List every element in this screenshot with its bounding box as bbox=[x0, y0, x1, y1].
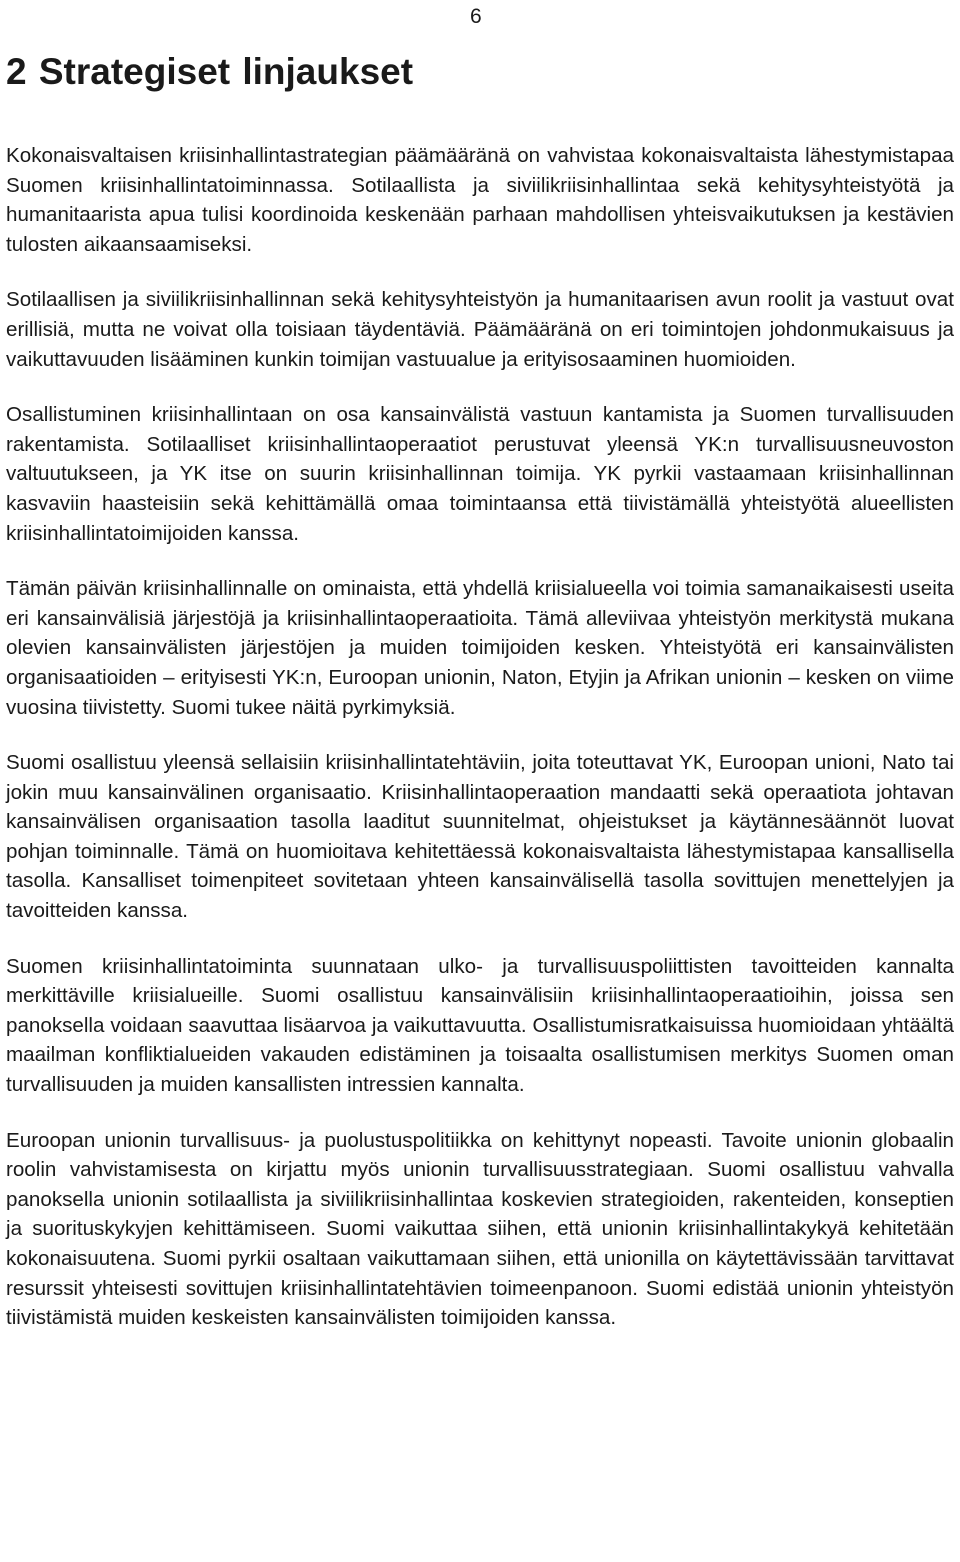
paragraph: Osallistuminen kriisinhallintaan on osa kansainvälistä vastuun kantamista ja Suomen turvallisuuden rakentamista. Sotilaalliset kriisinhallintaoperaatiot perustuvat yleensä YK:n turvallisuusneuvoston valtuutukseen, ja YK itse on suurin kriisinhallinnan toimija. YK pyrkii vastaamaan kriisinhallinnan kasvaviin haasteisiin sekä kehittämällä omaa toimintaansa että tiivistämällä yhteistyötä alueellisten kriisinhallintatoimijoiden kanssa. bbox=[6, 403, 954, 545]
paragraph: Tämän päivän kriisinhallinnalle on ominaista, että yhdellä kriisialueella voi toimia samanaikaisesti useita eri kansainvälisiä järjestöjä ja kriisinhallintaoperaatioita. Tämä alleviivaa yhteistyön merkitystä mukana olevien kansainvälisten järjestöjen ja muiden toimijoiden kesken. Yhteistyötä eri kansainvälisten organisaatioiden – erityisesti YK:n, Euroopan unionin, Naton, Etyjin ja Afrikan unionin – kesken on viime vuosina tiivistetty. Suomi tukee näitä pyrkimyksiä. bbox=[6, 577, 954, 719]
paragraph: Suomen kriisinhallintatoiminta suunnataan ulko- ja turvallisuuspoliittisten tavoitteiden kannalta merkittäville kriisialueille. Suomi osallistuu kansainvälisiin kriisinhallintaoperaatioihin, joissa sen panoksella voidaan saavuttaa lisäarvoa ja vaikuttavuutta. Osallistumisratkaisuissa huomioidaan yhtäältä maailman konfliktialueiden vakauden edistäminen ja toisaalta osallistumisen merkitys Suomen oman turvallisuuden ja muiden kansallisten intressien kannalta. bbox=[6, 954, 954, 1097]
page-number: 6 bbox=[470, 5, 482, 28]
paragraph: Euroopan unionin turvallisuus- ja puolustuspolitiikka on kehittynyt nopeasti. Tavoite unionin globaalin roolin vahvistamisesta on kirjattu myös unionin turvallisuusstrategiaan. Suomi osallistuu vahvalla panoksella unionin sotilaallista ja siviilikriisinhallintaa koskevien strategioiden, rakenteiden, konseptien ja suorituskykyjen kehittämiseen. Suomi vaikuttaa siihen, että unionin kriisinhallintakykyä kehitetään kokonaisuutena. Suomi pyrkii osaltaan vaikuttamaan siihen, että unionilla on käytettävissään tarvittavat resurssit yhteisesti sovittujen kriisinhallintatehtävien toimeenpanoon. Suomi edistää unionin yhteistyön tiivistämistä muiden keskeisten kansainvälisten toimijoiden kanssa. bbox=[6, 1128, 954, 1330]
paragraph: Sotilaallisen ja siviilikriisinhallinnan sekä kehitysyhteistyön ja humanitaarisen avun roolit ja vastuut ovat erillisiä, mutta ne voivat olla toisiaan täydentäviä. Päämääränä on eri toimintojen johdonmukaisuus ja vaikuttavuuden lisääminen kunkin toimijan vastuualue ja erityisosaaminen huomioiden. bbox=[6, 288, 954, 371]
page-title: 2 Strategiset linjaukset bbox=[6, 51, 414, 92]
body-text bbox=[6, 141, 954, 1359]
paragraph: Suomi osallistuu yleensä sellaisiin kriisinhallintatehtäviin, joita toteuttavat YK, Euroopan unioni, Nato tai jokin muu kansainvälinen organisaatio. Kriisinhallintaoperaation mandaatti sekä operaatiota johtavan kansainvälisen organisaation tasolla laaditut suunnitelmat, ohjeistukset ja käytännesäännöt luovat pohjan toiminnalle. Tämä on huomioitava kehitettäessä kokonaisvaltaista lähestymistapaa kansallisella tasolla. Kansalliset toimenpiteet sovitetaan yhteen kansainvälisellä tasolla sovittujen menettelyjen ja tavoitteiden kanssa. bbox=[6, 751, 954, 923]
paragraph: Kokonaisvaltaisen kriisinhallintastrategian päämääränä on vahvistaa kokonaisvaltaista lähestymistapaa Suomen kriisinhallintatoiminnassa. Sotilaallista ja siviilikriisinhallintaa sekä kehitysyhteistyötä ja humanitaarista apua tulisi koordinoida keskenään parhaan mahdollisen yhteisvaikutuksen ja kestävien tulosten aikaansaamiseksi. bbox=[6, 144, 954, 256]
